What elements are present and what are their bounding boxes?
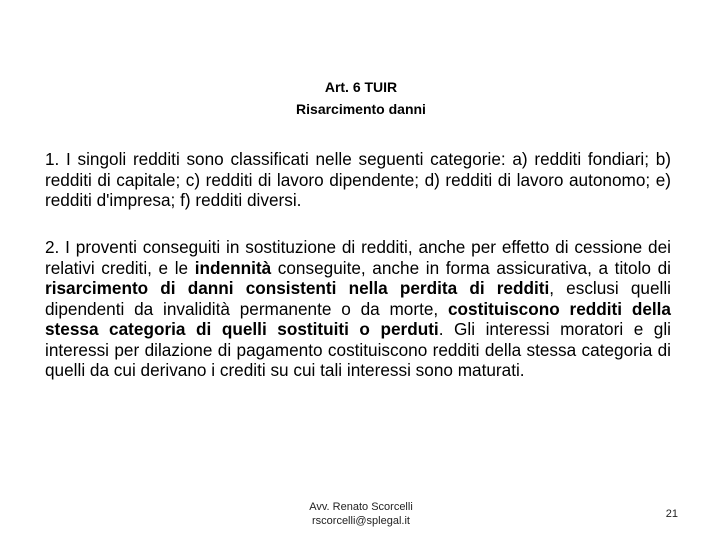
- paragraph-1: 1. I singoli redditi sono classificati nelle seguenti categorie: a) redditi fondiari; b) redditi di capitale; c) redditi di lavoro dipendente; d) redditi di lavoro autonomo; e) redditi d'impresa; f) redditi diversi.: [45, 149, 671, 210]
- paragraph-2: [45, 237, 671, 381]
- paragraph-2-text-1: 2. I proventi conseguiti in sostituzione di redditi, anche per effetto di cessione dei relativi crediti, e le: [45, 237, 671, 278]
- paragraph-2-text-3: , esclusi quelli dipendenti da invalidità permanente o da morte,: [45, 278, 671, 319]
- paragraph-2-text-4: . Gli interessi moratori e gli interessi per dilazione di pagamento costituiscono redditi della stessa categoria di quelli da cui derivano i crediti su cui tali interessi sono maturati.: [45, 319, 671, 380]
- page-number: 21: [665, 508, 678, 520]
- title-line-article: Art. 6 TUIR: [324, 79, 398, 95]
- footer-author-email: rscorcelli@splegal.it: [312, 515, 410, 527]
- paragraph-2-bold-risarcimento: risarcimento di danni consistenti nella perdita di redditi: [45, 278, 550, 298]
- footer-author-block: [0, 500, 720, 528]
- paragraph-2-bold-indennita: indennità: [194, 257, 272, 278]
- slide-title: [0, 76, 720, 120]
- footer-author-name: Avv. Renato Scorcelli: [309, 501, 413, 513]
- paragraph-2-text-2: conseguite, anche in forma assicurativa, a titolo di: [271, 257, 671, 278]
- title-line-subject: Risarcimento danni: [296, 101, 426, 117]
- paragraph-2-bold-costituiscono: costituiscono redditi della stessa categoria di quelli sostituiti o perduti: [45, 298, 671, 339]
